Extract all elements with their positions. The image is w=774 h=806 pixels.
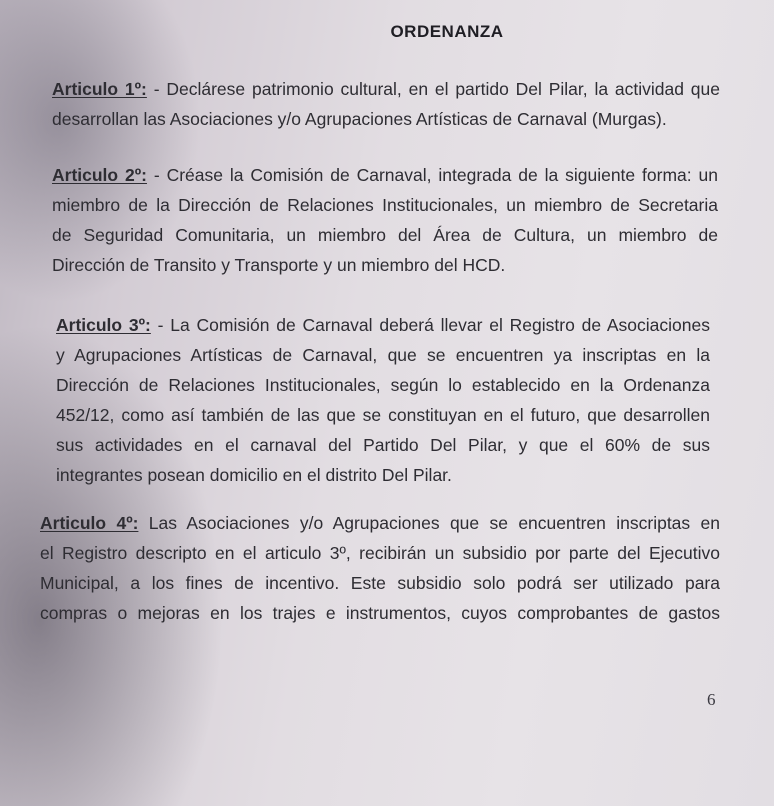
- article-line: Articulo 1º: - Declárese patrimonio cultural, en el partido Del Pilar, la actividad que: [52, 79, 720, 99]
- article-line: Municipal, a los fines de incentivo. Este subsidio solo podrá ser utilizado para: [40, 573, 720, 593]
- article-line: Articulo 2º: - Créase la Comisión de Carnaval, integrada de la siguiente forma: un: [52, 165, 718, 185]
- article-line: y Agrupaciones Artísticas de Carnaval, que se encuentren ya inscriptas en la: [56, 345, 710, 365]
- article-label: Articulo 2º:: [52, 165, 147, 185]
- article-4: [40, 508, 720, 628]
- article-line: Dirección de Relaciones Institucionales, según lo establecido en la Ordenanza: [56, 375, 710, 395]
- page-number: 6: [707, 690, 716, 709]
- article-line: integrantes posean domicilio en el distrito Del Pilar.: [56, 465, 452, 485]
- document-title: ORDENANZA: [390, 22, 504, 41]
- article-3: [56, 310, 710, 490]
- article-label: Articulo 3º:: [56, 315, 151, 335]
- article-line: desarrollan las Asociaciones y/o Agrupaciones Artísticas de Carnaval (Murgas).: [52, 109, 667, 129]
- article-line: Dirección de Transito y Transporte y un miembro del HCD.: [52, 255, 506, 275]
- article-label: Articulo 1º:: [52, 79, 147, 99]
- article-line: compras o mejoras en los trajes e instrumentos, cuyos comprobantes de gastos: [40, 603, 720, 623]
- article-line: miembro de la Dirección de Relaciones Institucionales, un miembro de Secretaria: [52, 195, 718, 215]
- article-line: 452/12, como así también de las que se constituyan en el futuro, que desarrollen: [56, 405, 710, 425]
- article-line: Articulo 3º: - La Comisión de Carnaval deberá llevar el Registro de Asociaciones: [56, 315, 710, 335]
- article-1: [52, 74, 720, 134]
- article-2: [52, 160, 718, 280]
- article-line: Articulo 4º: Las Asociaciones y/o Agrupaciones que se encuentren inscriptas en: [40, 513, 720, 533]
- article-line: de Seguridad Comunitaria, un miembro del Área de Cultura, un miembro de: [52, 225, 718, 245]
- article-line: el Registro descripto en el articulo 3º, recibirán un subsidio por parte del Ejecutivo: [40, 543, 720, 563]
- article-line: sus actividades en el carnaval del Partido Del Pilar, y que el 60% de sus: [56, 435, 710, 455]
- article-label: Articulo 4º:: [40, 513, 139, 533]
